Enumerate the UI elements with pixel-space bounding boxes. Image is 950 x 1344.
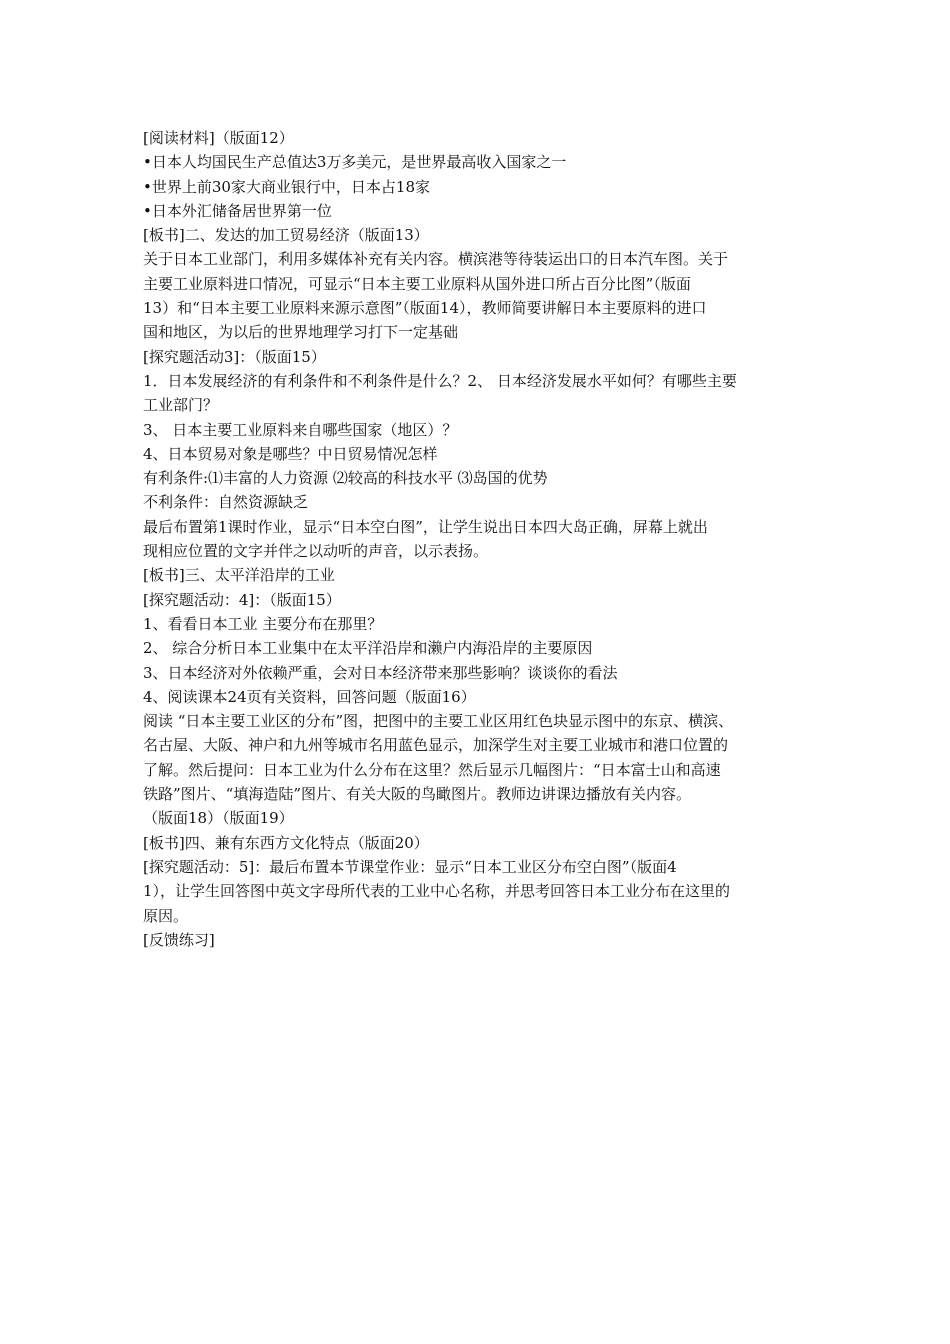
text-line: 2、 综合分析日本工业集中在太平洋沿岸和濑户内海沿岸的主要原因 [143, 639, 593, 658]
text-line: 原因。 [143, 906, 189, 925]
text-line: 现相应位置的文字并伴之以动听的声音，以示表扬。 [143, 542, 489, 561]
text-line: （版面18）（版面19） [143, 809, 294, 828]
text-line: 1），让学生回答图中英文字母所代表的工业中心名称，并思考回答日本工业分布在这里的 [143, 882, 731, 901]
text-line: 有利条件:⑴丰富的人力资源 ⑵较高的科技水平 ⑶岛国的优势 [143, 469, 548, 488]
text-line: [探究题活动3]：（版面15） [143, 347, 326, 366]
text-line: 不利条件：自然资源缺乏 [143, 493, 309, 512]
text-line: 工业部门？ [143, 396, 219, 415]
text-line: [板书]三、太平洋沿岸的工业 [143, 566, 335, 585]
text-line: •日本人均国民生产总值达3万多美元，是世界最高收入国家之一 [143, 153, 567, 172]
text-line: 1．日本发展经济的有利条件和不利条件是什么？2、 日本经济发展水平如何？有哪些主要 [143, 371, 737, 390]
text-line: 1、看看日本工业 主要分布在那里？ [143, 614, 383, 633]
text-line: 3、 日本主要工业原料来自哪些国家（地区）？ [143, 420, 458, 439]
text-line: •日本外汇储备居世界第一位 [143, 201, 332, 220]
text-line: 主要工业原料进口情况，可显示“日本主要工业原料从国外进口所占百分比图”（版面 [143, 274, 691, 293]
text-line: 国和地区，为以后的世界地理学习打下一定基础 [143, 323, 459, 342]
text-line: [探究题活动：5]：最后布置本节课堂作业：显示“日本工业区分布空白图”（版面4 [143, 857, 677, 876]
text-line: [板书]四、兼有东西方文化特点（版面20） [143, 833, 429, 852]
text-line: 了解。然后提问：日本工业为什么分布在这里？然后显示几幅图片：“日本富士山和高速 [143, 760, 721, 779]
text-line: [阅读材料]（版面12） [143, 129, 294, 147]
text-line: 铁路”图片、“填海造陆”图片、有关大阪的鸟瞰图片。教师边讲课边播放有关内容。 [143, 785, 692, 804]
text-line: [反馈练习] [143, 930, 215, 949]
text-line: [探究题活动：4]：（版面15） [143, 590, 341, 609]
document-body [143, 126, 823, 952]
text-line: 最后布置第1课时作业，显示“日本空白图”，让学生说出日本四大岛正确，屏幕上就出 [143, 517, 708, 536]
text-line: 关于日本工业部门，利用多媒体补充有关内容。横滨港等待装运出口的日本汽车图。关于 [143, 250, 729, 269]
text-line: [板书]二、发达的加工贸易经济（版面13） [143, 226, 429, 245]
text-line: 阅读 “日本主要工业区的分布”图，把图中的主要工业区用红色块显示图中的东京、横滨、 [143, 712, 734, 731]
text-line: 名古屋、大阪、神户和九州等城市名用蓝色显示，加深学生对主要工业城市和港口位置的 [143, 736, 729, 755]
text-line: •世界上前30家大商业银行中，日本占18家 [143, 177, 431, 196]
text-line: 3、日本经济对外依赖严重，会对日本经济带来那些影响？谈谈你的看法 [143, 663, 618, 682]
text-line: 4、阅读课本24页有关资料，回答问题（版面16） [143, 687, 476, 706]
text-line: 4、日本贸易对象是哪些？中日贸易情况怎样 [143, 444, 438, 463]
text-line: 13）和“日本主要工业原料来源示意图”（版面14），教师简要讲解日本主要原料的进口 [143, 299, 707, 318]
